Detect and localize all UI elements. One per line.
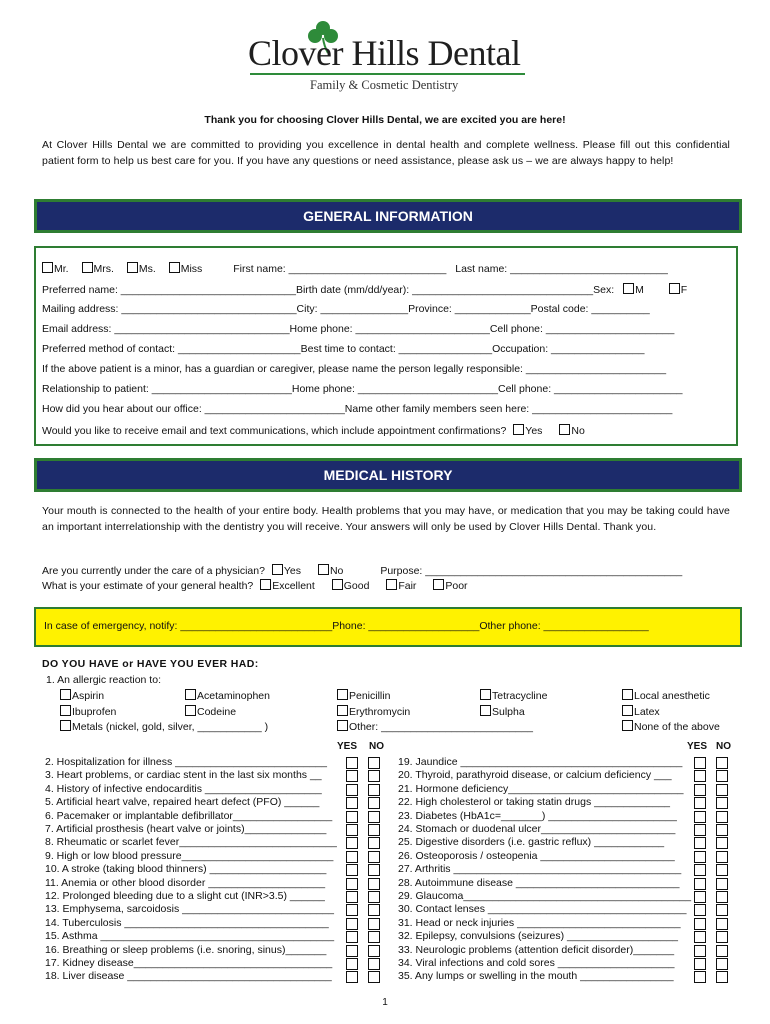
general-health-row (42, 579, 468, 592)
condition-no-checkbox[interactable] (716, 811, 728, 823)
allergy-checkbox[interactable] (337, 720, 348, 731)
condition-label: 18. Liver disease ___________________________________ (45, 970, 332, 983)
allergy-option[interactable] (60, 720, 268, 733)
condition-no-checkbox[interactable] (716, 864, 728, 876)
allergy-label: Latex (634, 706, 660, 718)
condition-label: 7. Artificial prosthesis (heart valve or joints)______________ (45, 823, 327, 835)
comms-no-checkbox[interactable] (559, 424, 570, 435)
condition-no-checkbox[interactable] (368, 784, 380, 796)
condition-yes-checkbox[interactable] (694, 878, 706, 890)
allergy-checkbox[interactable] (480, 705, 491, 716)
allergy-option[interactable] (622, 720, 720, 733)
condition-no-checkbox[interactable] (716, 837, 728, 849)
condition-no-checkbox[interactable] (716, 904, 728, 916)
condition-yes-checkbox[interactable] (346, 891, 358, 903)
email-address-field[interactable]: Email address: ______________________________Home phone: _______________________Cell phone: ______________________ (42, 323, 675, 335)
condition-yes-checkbox[interactable] (694, 757, 706, 769)
condition-label: 24. Stomach or duodenal ulcer_______________________ (398, 823, 676, 835)
condition-label: 33. Neurologic problems (attention deficit disorder)_______ (398, 943, 675, 956)
condition-no-checkbox[interactable] (716, 971, 728, 983)
title-option-mrs[interactable]: Mrs. (82, 263, 114, 275)
condition-label: 19. Jaundice ______________________________________ (398, 756, 683, 768)
condition-no-checkbox[interactable] (368, 891, 380, 903)
allergy-option[interactable] (337, 720, 533, 733)
comms-yes-label: Yes (525, 425, 543, 437)
condition-yes-checkbox[interactable] (346, 757, 358, 769)
condition-label: 10. A stroke (taking blood thinners) ____________________ (45, 863, 327, 876)
condition-no-checkbox[interactable] (716, 757, 728, 769)
allergy-option[interactable] (60, 705, 116, 718)
allergy-option[interactable] (622, 705, 660, 718)
condition-no-checkbox[interactable] (716, 784, 728, 796)
checkbox[interactable] (82, 262, 93, 273)
allergy-label: Erythromycin (349, 706, 411, 718)
condition-no-checkbox[interactable] (368, 824, 380, 836)
condition-yes-checkbox[interactable] (694, 824, 706, 836)
condition-label: 35. Any lumps or swelling in the mouth ________________ (398, 970, 674, 983)
condition-yes-checkbox[interactable] (346, 945, 358, 957)
condition-label: 30. Contact lenses __________________________________ (398, 903, 687, 916)
sex-m-label: M (635, 284, 644, 296)
condition-no-checkbox[interactable] (368, 971, 380, 983)
preferred-name-row (42, 283, 687, 296)
allergy-label: Penicillin (349, 690, 391, 702)
comms-no-label: No (571, 425, 585, 437)
allergy-option[interactable] (480, 689, 547, 702)
condition-no-checkbox[interactable] (716, 797, 728, 809)
condition-no-checkbox[interactable] (368, 797, 380, 809)
physician-yes-label: Yes (283, 565, 302, 577)
condition-no-checkbox[interactable] (716, 918, 728, 930)
left-yes-header: YES (337, 741, 358, 752)
condition-label: 11. Anemia or other blood disorder ____________________ (45, 876, 326, 889)
condition-no-checkbox[interactable] (368, 945, 380, 957)
allergy-label: Ibuprofen (72, 706, 117, 718)
allergy-option[interactable] (622, 689, 710, 702)
condition-yes-checkbox[interactable] (694, 811, 706, 823)
health-excellent-checkbox[interactable] (260, 579, 271, 590)
referral-field[interactable]: How did you hear about our office: ________________________Name other family members seen here: ________________________ (42, 403, 673, 415)
allergy-checkbox[interactable] (622, 720, 633, 731)
condition-label: 15. Asthma ________________________________________ (45, 930, 335, 943)
allergy-option[interactable] (185, 689, 270, 702)
relationship-field[interactable]: Relationship to patient: ________________________Home phone: ________________________Cell phone: ______________________ (42, 383, 683, 395)
allergy-label: Acetaminophen (197, 690, 270, 702)
condition-no-checkbox[interactable] (368, 757, 380, 769)
condition-label: 32. Epilepsy, convulsions (seizures) ___________________ (398, 930, 678, 943)
health-excellent-label: Excellent (272, 580, 315, 592)
condition-label: 25. Digestive disorders (i.e. gastric reflux) ____________ (398, 836, 665, 849)
comms-yes-checkbox[interactable] (513, 424, 524, 435)
health-good-checkbox[interactable] (332, 579, 343, 590)
condition-label: 23. Diabetes (HbA1c=_______) ______________________ (398, 809, 677, 822)
allergy-checkbox[interactable] (622, 689, 633, 700)
allergy-checkbox[interactable] (185, 689, 196, 700)
checkbox[interactable] (127, 262, 138, 273)
general-information-header: GENERAL INFORMATION (34, 199, 742, 233)
physician-no-checkbox[interactable] (318, 564, 329, 575)
allergy-option[interactable] (480, 705, 525, 718)
logo-tagline: Family & Cosmetic Dentistry (310, 78, 459, 92)
allergy-label: Tetracycline (492, 690, 548, 702)
allergy-checkbox[interactable] (185, 705, 196, 716)
condition-no-checkbox[interactable] (716, 878, 728, 890)
condition-yes-checkbox[interactable] (346, 851, 358, 863)
emergency-contact-field[interactable]: In case of emergency, notify: __________________________Phone: ___________________Other phone: __________________ (44, 620, 649, 632)
condition-label: 13. Emphysema, sarcoidosis __________________________ (45, 903, 334, 916)
condition-no-checkbox[interactable] (716, 945, 728, 957)
allergy-checkbox[interactable] (480, 689, 491, 700)
health-poor-checkbox[interactable] (433, 579, 444, 590)
condition-no-checkbox[interactable] (368, 864, 380, 876)
allergy-option[interactable] (185, 705, 236, 718)
condition-no-checkbox[interactable] (716, 958, 728, 970)
allergy-option[interactable] (337, 705, 410, 718)
condition-no-checkbox[interactable] (368, 837, 380, 849)
allergy-label: None of the above (634, 721, 720, 733)
condition-yes-checkbox[interactable] (346, 971, 358, 983)
title-option-ms[interactable]: Ms. (127, 263, 156, 275)
condition-label: 17. Kidney disease__________________________________ (45, 957, 333, 969)
sex-f-checkbox[interactable] (669, 283, 680, 294)
condition-no-checkbox[interactable] (368, 931, 380, 943)
allergy-checkbox[interactable] (60, 689, 71, 700)
logo-name: Clover Hills Dental (248, 33, 521, 73)
condition-yes-checkbox[interactable] (694, 931, 706, 943)
condition-yes-checkbox[interactable] (694, 797, 706, 809)
health-good-label: Good (343, 580, 370, 592)
condition-label: 6. Pacemaker or implantable defibrillator_________________ (45, 809, 333, 822)
title-option-miss[interactable]: Miss (169, 263, 203, 275)
health-poor-label: Poor (445, 580, 468, 592)
communications-row (42, 424, 585, 437)
condition-label: 8. Rheumatic or scarlet fever___________________________ (45, 836, 337, 849)
condition-no-checkbox[interactable] (716, 891, 728, 903)
condition-yes-checkbox[interactable] (694, 958, 706, 970)
physician-question: Are you currently under the care of a physician? (42, 565, 265, 577)
condition-no-checkbox[interactable] (368, 851, 380, 863)
page-number: 1 (382, 997, 388, 1008)
left-no-header: NO (369, 741, 384, 752)
title-option-mr[interactable]: Mr. (42, 263, 69, 275)
physician-no-label: No (329, 565, 344, 577)
medical-intro-paragraph: Your mouth is connected to the health of your entire body. Health problems that you may have, or medication that you may be taking could have an important interrelationship with the dentistry you will receive. Your answers will only be used by Clover Hills Dental. Thank you. (42, 505, 730, 533)
preferred-name-field[interactable]: Preferred name: ______________________________Birth date (mm/dd/year): _______________________________Sex: (42, 284, 615, 296)
condition-yes-checkbox[interactable] (694, 864, 706, 876)
physician-yes-checkbox[interactable] (272, 564, 283, 575)
first-name-field[interactable]: First name: ___________________________ (233, 263, 447, 275)
condition-yes-checkbox[interactable] (346, 770, 358, 782)
condition-no-checkbox[interactable] (716, 851, 728, 863)
logo-divider (250, 73, 525, 75)
allergy-question: 1. An allergic reaction to: (46, 674, 161, 686)
condition-yes-checkbox[interactable] (694, 837, 706, 849)
condition-no-checkbox[interactable] (368, 770, 380, 782)
condition-yes-checkbox[interactable] (346, 931, 358, 943)
condition-label: 21. Hormone deficiency______________________________ (398, 782, 684, 795)
allergy-option[interactable] (337, 689, 390, 702)
do-you-have-heading: DO YOU HAVE or HAVE YOU EVER HAD: (42, 658, 259, 670)
condition-label: 4. History of infective endocarditis ____________________ (45, 782, 322, 795)
sex-m-checkbox[interactable] (623, 283, 634, 294)
allergy-checkbox[interactable] (622, 705, 633, 716)
condition-no-checkbox[interactable] (368, 904, 380, 916)
condition-no-checkbox[interactable] (716, 824, 728, 836)
condition-label: 14. Tuberculosis ___________________________________ (45, 916, 329, 929)
allergy-checkbox[interactable] (337, 705, 348, 716)
condition-yes-checkbox[interactable] (346, 918, 358, 930)
allergy-label: Metals (nickel, gold, silver, ___________ ) (72, 721, 269, 733)
condition-yes-checkbox[interactable] (694, 784, 706, 796)
condition-yes-checkbox[interactable] (694, 851, 706, 863)
condition-label: 27. Arthritis _______________________________________ (398, 863, 682, 876)
condition-yes-checkbox[interactable] (346, 811, 358, 823)
condition-label: 5. Artificial heart valve, repaired heart defect (PFO) ______ (45, 796, 320, 809)
condition-yes-checkbox[interactable] (346, 784, 358, 796)
condition-yes-checkbox[interactable] (694, 945, 706, 957)
general-health-question: What is your estimate of your general health? (42, 580, 254, 592)
allergy-label: Aspirin (72, 690, 105, 702)
title-row (42, 262, 668, 275)
allergy-label: Other: __________________________ (349, 721, 533, 733)
last-name-field[interactable]: Last name: ___________________________ (455, 263, 668, 275)
condition-label: 2. Hospitalization for illness __________________________ (45, 756, 327, 768)
purpose-field[interactable]: Purpose: ____________________________________________ (380, 565, 683, 577)
condition-label: 20. Thyroid, parathyroid disease, or calcium deficiency ___ (398, 769, 672, 782)
medical-history-header: MEDICAL HISTORY (34, 458, 742, 492)
physician-row (42, 564, 682, 577)
condition-label: 9. High or low blood pressure__________________________ (45, 849, 334, 862)
condition-label: 31. Head or neck injuries ____________________________ (398, 916, 681, 929)
allergy-checkbox[interactable] (60, 705, 71, 716)
condition-yes-checkbox[interactable] (346, 878, 358, 890)
right-yes-header: YES (687, 741, 708, 752)
sex-f-label: F (680, 284, 688, 296)
condition-no-checkbox[interactable] (368, 878, 380, 890)
contact-method-field[interactable]: Preferred method of contact: _____________________Best time to contact: ________________Occupation: ________________ (42, 343, 645, 355)
condition-yes-checkbox[interactable] (346, 824, 358, 836)
condition-no-checkbox[interactable] (716, 931, 728, 943)
condition-label: 22. High cholesterol or taking statin drugs _____________ (398, 796, 671, 809)
condition-yes-checkbox[interactable] (694, 918, 706, 930)
allergy-checkbox[interactable] (337, 689, 348, 700)
condition-no-checkbox[interactable] (716, 770, 728, 782)
condition-yes-checkbox[interactable] (346, 797, 358, 809)
condition-yes-checkbox[interactable] (346, 864, 358, 876)
allergy-option[interactable] (60, 689, 104, 702)
condition-yes-checkbox[interactable] (694, 770, 706, 782)
allergy-label: Local anesthetic (634, 690, 710, 702)
condition-label: 34. Viral infections and cold sores ____________________ (398, 957, 675, 969)
health-fair-checkbox[interactable] (386, 579, 397, 590)
condition-label: 12. Prolonged bleeding due to a slight cut (INR>3.5) ______ (45, 890, 325, 902)
condition-yes-checkbox[interactable] (694, 971, 706, 983)
right-no-header: NO (716, 741, 731, 752)
condition-label: 29. Glaucoma_______________________________________ (398, 890, 692, 902)
condition-yes-checkbox[interactable] (346, 904, 358, 916)
condition-label: 28. Autoimmune disease ____________________________ (398, 876, 680, 889)
condition-label: 16. Breathing or sleep problems (i.e. snoring, sinus)_______ (45, 943, 327, 956)
health-fair-label: Fair (398, 580, 417, 592)
condition-label: 26. Osteoporosis / osteopenia _______________________ (398, 849, 675, 862)
checkbox[interactable] (42, 262, 53, 273)
allergy-label: Sulpha (492, 706, 525, 718)
emergency-contact-box (34, 607, 742, 647)
allergy-checkbox[interactable] (60, 720, 71, 731)
condition-no-checkbox[interactable] (368, 958, 380, 970)
condition-yes-checkbox[interactable] (694, 904, 706, 916)
condition-yes-checkbox[interactable] (346, 958, 358, 970)
thank-you-heading: Thank you for choosing Clover Hills Dental, we are excited you are here! (204, 114, 566, 126)
minor-guardian-field[interactable]: If the above patient is a minor, has a guardian or caregiver, please name the person legally responsible: ________________________ (42, 363, 667, 375)
condition-yes-checkbox[interactable] (694, 891, 706, 903)
condition-no-checkbox[interactable] (368, 918, 380, 930)
condition-no-checkbox[interactable] (368, 811, 380, 823)
mailing-address-field[interactable]: Mailing address: ______________________________City: _______________Province: _____________Postal code: __________ (42, 303, 650, 315)
condition-label: 3. Heart problems, or cardiac stent in the last six months __ (45, 769, 322, 782)
intro-paragraph: At Clover Hills Dental we are committed to providing you excellence in dental health and complete wellness. Please fill out this confidential patient form to help us best care for you. If you have any questions or need assistance, please ask us – we are always happy to help! (42, 139, 730, 167)
allergy-label: Codeine (197, 706, 237, 718)
communications-question: Would you like to receive email and text communications, which include appointment confirmations? (42, 425, 507, 437)
checkbox[interactable] (169, 262, 180, 273)
condition-yes-checkbox[interactable] (346, 837, 358, 849)
